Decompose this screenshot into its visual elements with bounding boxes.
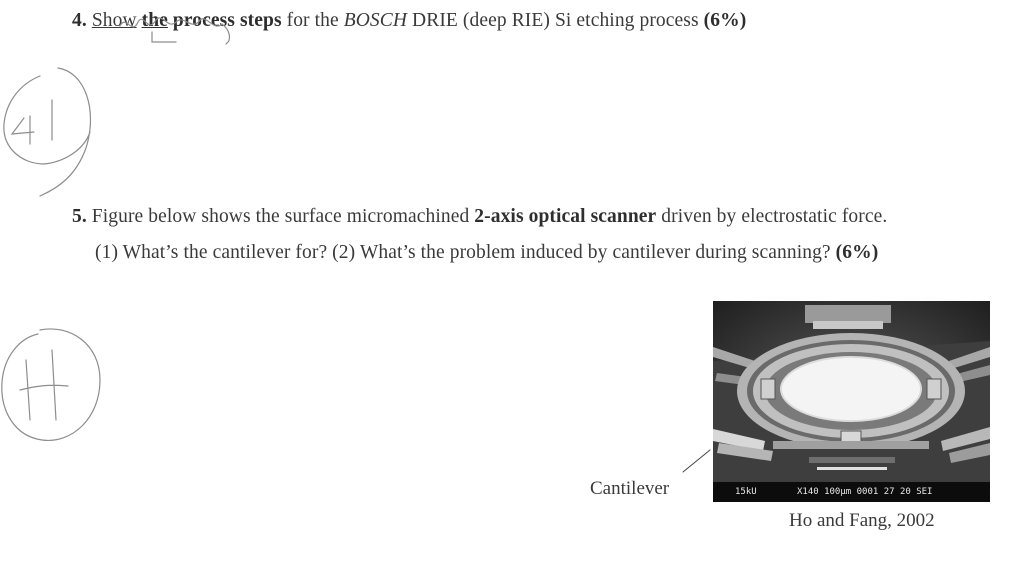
figure-citation: Ho and Fang, 2002 xyxy=(789,510,935,531)
question-5-text-a: Figure below shows the surface micromachined xyxy=(86,206,475,227)
question-5-points: (6%) xyxy=(835,242,879,263)
question-5-subquestions: (1) What’s the cantilever for? (2) What’s the problem induced by cantilever during scanning? xyxy=(95,242,836,263)
sem-figure xyxy=(713,301,990,502)
question-4-text-b: DRIE (deep RIE) Si etching process xyxy=(407,10,704,31)
sem-voltage: 15kU xyxy=(735,487,757,497)
question-4-text-a: for the xyxy=(281,10,344,31)
optical-scanner-image xyxy=(713,301,990,482)
score-letter-q5 xyxy=(20,350,68,420)
question-5-text-b: driven by electrostatic force. xyxy=(656,206,888,227)
question-4-points: (6%) xyxy=(703,10,747,31)
question-4-number: 4. xyxy=(72,10,87,31)
question-4-bosch: BOSCH xyxy=(343,10,408,31)
score-circle-q4 xyxy=(4,68,91,196)
cantilever-pointer xyxy=(683,450,710,472)
question-5-keyword: 2-axis optical scanner xyxy=(474,206,657,227)
sem-info-bar xyxy=(713,482,990,502)
sem-magnification: X140 100µm 0001 27 20 SEI xyxy=(797,487,933,497)
cantilever-label: Cantilever xyxy=(590,478,670,499)
question-4-word-the: the xyxy=(141,10,168,31)
score-digit-q4 xyxy=(12,100,52,144)
question-4 xyxy=(72,10,746,32)
question-5-line-2 xyxy=(95,242,878,264)
question-5-number: 5. xyxy=(72,206,87,227)
question-4-word-show: Show xyxy=(91,10,137,31)
scribble-tick xyxy=(152,32,176,42)
score-circle-q5 xyxy=(2,329,100,440)
question-4-keyword: process steps xyxy=(172,10,282,31)
question-5-line-1 xyxy=(72,206,887,228)
